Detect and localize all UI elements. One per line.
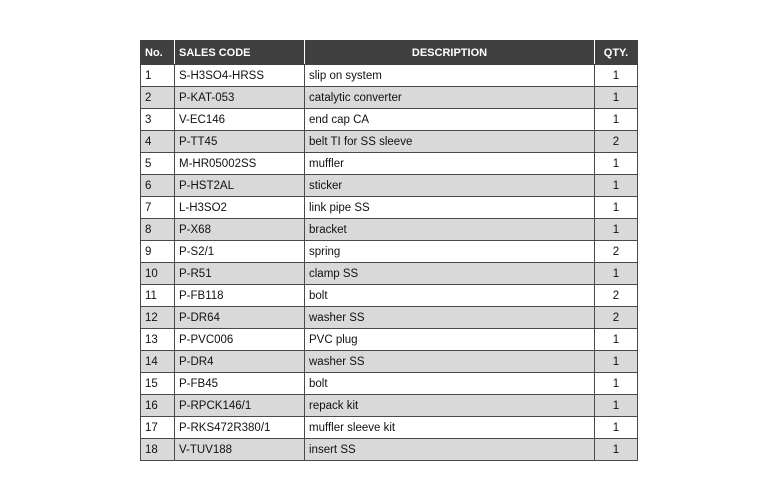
cell-sales-code: L-H3SO2 xyxy=(175,197,305,219)
cell-qty: 2 xyxy=(595,307,638,329)
cell-sales-code: P-TT45 xyxy=(175,131,305,153)
table-row xyxy=(141,285,638,307)
table-row xyxy=(141,87,638,109)
cell-no: 5 xyxy=(141,153,175,175)
cell-no: 7 xyxy=(141,197,175,219)
cell-qty: 1 xyxy=(595,65,638,87)
cell-description: washer SS xyxy=(305,351,595,373)
header-no: No. xyxy=(141,41,175,65)
cell-sales-code: S-H3SO4-HRSS xyxy=(175,65,305,87)
cell-description: bolt xyxy=(305,373,595,395)
cell-description: bracket xyxy=(305,219,595,241)
cell-sales-code: P-PVC006 xyxy=(175,329,305,351)
cell-no: 15 xyxy=(141,373,175,395)
cell-description: catalytic converter xyxy=(305,87,595,109)
table-row xyxy=(141,263,638,285)
cell-qty: 1 xyxy=(595,175,638,197)
cell-sales-code: P-RPCK146/1 xyxy=(175,395,305,417)
cell-no: 18 xyxy=(141,439,175,461)
table-row xyxy=(141,175,638,197)
header-description: DESCRIPTION xyxy=(305,41,595,65)
cell-description: spring xyxy=(305,241,595,263)
cell-description: muffler sleeve kit xyxy=(305,417,595,439)
cell-no: 13 xyxy=(141,329,175,351)
cell-description: end cap CA xyxy=(305,109,595,131)
cell-sales-code: P-R51 xyxy=(175,263,305,285)
cell-description: insert SS xyxy=(305,439,595,461)
table-row xyxy=(141,439,638,461)
table-row xyxy=(141,131,638,153)
cell-qty: 2 xyxy=(595,241,638,263)
parts-table xyxy=(140,40,638,461)
cell-description: belt TI for SS sleeve xyxy=(305,131,595,153)
table-row xyxy=(141,395,638,417)
cell-no: 12 xyxy=(141,307,175,329)
cell-sales-code: P-S2/1 xyxy=(175,241,305,263)
table-row xyxy=(141,109,638,131)
cell-description: clamp SS xyxy=(305,263,595,285)
cell-qty: 2 xyxy=(595,131,638,153)
cell-no: 3 xyxy=(141,109,175,131)
cell-no: 11 xyxy=(141,285,175,307)
cell-no: 14 xyxy=(141,351,175,373)
header-qty: QTY. xyxy=(595,41,638,65)
cell-qty: 1 xyxy=(595,329,638,351)
cell-description: sticker xyxy=(305,175,595,197)
table-row xyxy=(141,197,638,219)
cell-qty: 1 xyxy=(595,197,638,219)
cell-qty: 1 xyxy=(595,417,638,439)
cell-no: 1 xyxy=(141,65,175,87)
cell-no: 2 xyxy=(141,87,175,109)
cell-qty: 1 xyxy=(595,351,638,373)
cell-qty: 1 xyxy=(595,153,638,175)
table-row xyxy=(141,65,638,87)
cell-qty: 2 xyxy=(595,285,638,307)
cell-no: 9 xyxy=(141,241,175,263)
header-row xyxy=(141,41,638,65)
cell-no: 17 xyxy=(141,417,175,439)
table-row xyxy=(141,329,638,351)
table-header xyxy=(141,41,638,65)
cell-sales-code: P-RKS472R380/1 xyxy=(175,417,305,439)
cell-sales-code: P-HST2AL xyxy=(175,175,305,197)
table-row xyxy=(141,307,638,329)
table-body xyxy=(141,65,638,461)
cell-no: 16 xyxy=(141,395,175,417)
cell-no: 8 xyxy=(141,219,175,241)
cell-sales-code: P-X68 xyxy=(175,219,305,241)
cell-qty: 1 xyxy=(595,87,638,109)
cell-description: muffler xyxy=(305,153,595,175)
header-sales-code: SALES CODE xyxy=(175,41,305,65)
cell-description: link pipe SS xyxy=(305,197,595,219)
cell-qty: 1 xyxy=(595,263,638,285)
cell-sales-code: P-FB45 xyxy=(175,373,305,395)
table-row xyxy=(141,351,638,373)
cell-sales-code: P-FB118 xyxy=(175,285,305,307)
cell-sales-code: P-DR4 xyxy=(175,351,305,373)
table-row xyxy=(141,153,638,175)
table-row xyxy=(141,373,638,395)
cell-sales-code: P-KAT-053 xyxy=(175,87,305,109)
cell-qty: 1 xyxy=(595,109,638,131)
cell-sales-code: V-TUV188 xyxy=(175,439,305,461)
table-row xyxy=(141,219,638,241)
cell-qty: 1 xyxy=(595,219,638,241)
cell-sales-code: P-DR64 xyxy=(175,307,305,329)
cell-qty: 1 xyxy=(595,395,638,417)
cell-sales-code: V-EC146 xyxy=(175,109,305,131)
cell-description: repack kit xyxy=(305,395,595,417)
cell-no: 4 xyxy=(141,131,175,153)
cell-description: slip on system xyxy=(305,65,595,87)
cell-description: bolt xyxy=(305,285,595,307)
cell-description: PVC plug xyxy=(305,329,595,351)
cell-no: 6 xyxy=(141,175,175,197)
cell-qty: 1 xyxy=(595,373,638,395)
cell-qty: 1 xyxy=(595,439,638,461)
table-row xyxy=(141,417,638,439)
cell-description: washer SS xyxy=(305,307,595,329)
table-row xyxy=(141,241,638,263)
cell-no: 10 xyxy=(141,263,175,285)
cell-sales-code: M-HR05002SS xyxy=(175,153,305,175)
